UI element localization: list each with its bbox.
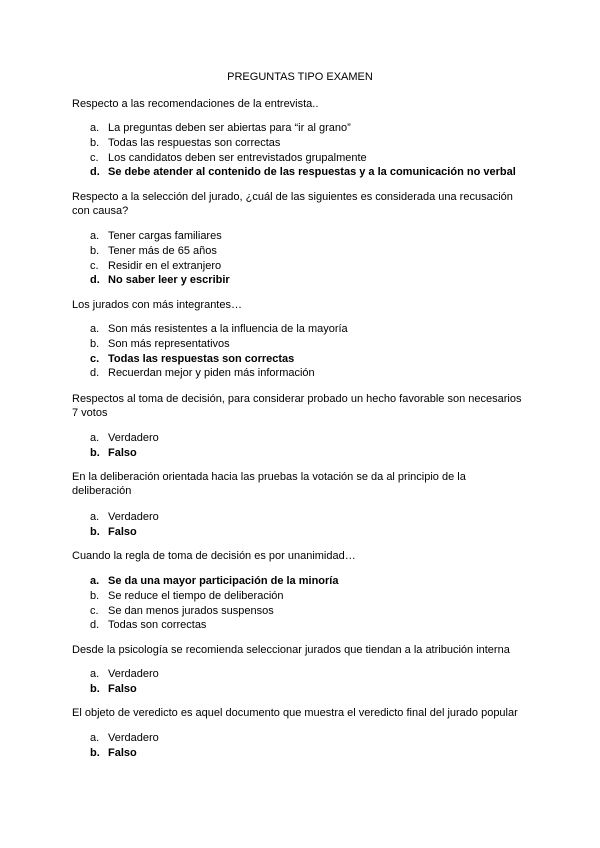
- option-1a: a. La preguntas deben ser abiertas para “ir al grano”: [90, 122, 351, 134]
- option-6b: b. Se reduce el tiempo de deliberación: [90, 589, 284, 602]
- option-5b-correct: b. Falso: [90, 525, 137, 538]
- options-3: [90, 322, 530, 381]
- option-1c: c. Los candidatos deben ser entrevistados grupalmente: [90, 151, 367, 164]
- options-6: [90, 574, 530, 633]
- option-2a: a. Tener cargas familiares: [90, 230, 222, 242]
- option-2c: c. Residir en el extranjero: [90, 259, 222, 272]
- options-5: [90, 510, 530, 540]
- options-4: [90, 431, 530, 461]
- option-3c-correct: c. Todas las respuestas son correctas: [90, 352, 295, 365]
- option-2d-correct: d. No saber leer y escribir: [90, 274, 230, 287]
- question-7: Desde la psicología se recomienda seleccionar jurados que tiendan a la atribución interna: [72, 644, 510, 656]
- option-6c: c. Se dan menos jurados suspensos: [90, 604, 274, 617]
- question-2: Respecto a la selección del jurado, ¿cuál de las siguientes es considerada una recusación con causa?: [72, 191, 513, 217]
- question-3: Los jurados con más integrantes…: [72, 299, 242, 311]
- page-title: PREGUNTAS TIPO EXAMEN: [227, 71, 373, 83]
- options-1: [90, 121, 530, 180]
- question-4: Respectos al toma de decisión, para considerar probado un hecho favorable son necesarios 7 votos: [72, 393, 522, 419]
- option-1d-correct: d. Se debe atender al contenido de las respuestas y a la comunicación no verbal: [90, 166, 516, 179]
- option-5a: a. Verdadero: [90, 511, 159, 523]
- option-7b-correct: b. Falso: [90, 682, 137, 695]
- option-8a: a. Verdadero: [90, 732, 159, 744]
- question-8: El objeto de veredicto es aquel documento que muestra el veredicto final del jurado popular: [72, 707, 518, 719]
- question-6: Cuando la regla de toma de decisión es por unanimidad…: [72, 550, 356, 562]
- options-8: [90, 731, 530, 761]
- option-2b: b. Tener más de 65 años: [90, 244, 217, 257]
- options-7: [90, 667, 530, 697]
- question-5: En la deliberación orientada hacia las pruebas la votación se da al principio de la deliberación: [72, 471, 466, 497]
- option-1b: b. Todas las respuestas son correctas: [90, 136, 281, 149]
- option-4b-correct: b. Falso: [90, 446, 137, 459]
- option-3b: b. Son más representativos: [90, 337, 230, 350]
- option-6a-correct: a. Se da una mayor participación de la minoría: [90, 575, 339, 587]
- option-6d: d. Todas son correctas: [90, 619, 207, 632]
- option-4a: a. Verdadero: [90, 432, 159, 444]
- option-7a: a. Verdadero: [90, 668, 159, 680]
- option-8b-correct: b. Falso: [90, 746, 137, 759]
- option-3a: a. Son más resistentes a la influencia de la mayoría: [90, 323, 348, 335]
- option-3d: d. Recuerdan mejor y piden más información: [90, 367, 315, 380]
- options-2: [90, 229, 530, 288]
- question-1: Respecto a las recomendaciones de la entrevista..: [72, 98, 319, 110]
